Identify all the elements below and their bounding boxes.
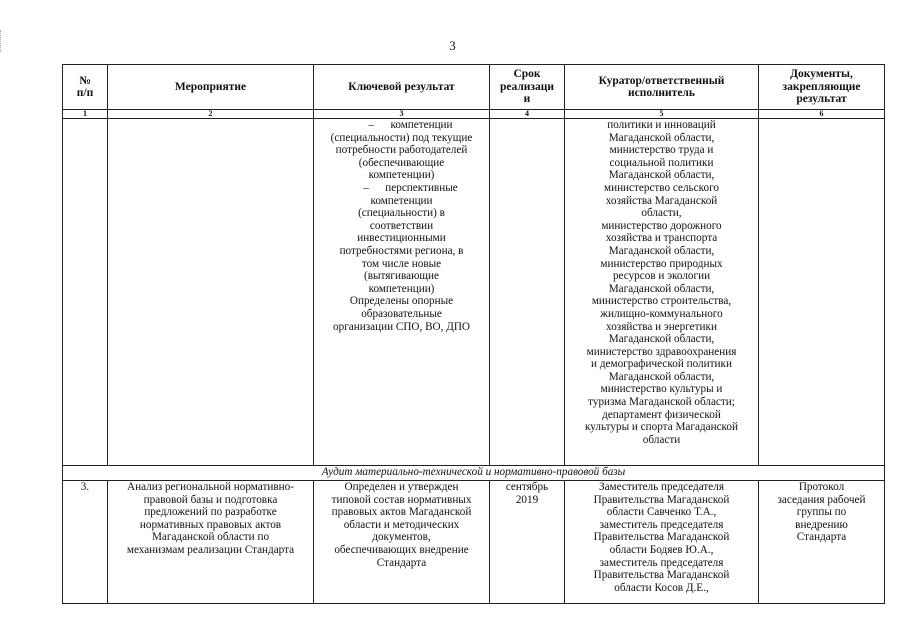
continued-term-cell [490, 119, 565, 466]
item-result-cell: Определен и утвержден типовой состав нормативных правовых актов Магаданской области и методических документов, обеспечивающих внедрение Стандарта [314, 481, 490, 604]
item-curator-cell: Заместитель председателя Правительства Магаданской области Савченко Т.А., заместитель председателя Правительства Магаданской области Бодяев Ю.А., заместитель председателя Правительства Магаданской области Косов Д.Е., [565, 481, 759, 604]
header-key-result: Ключевой результат [314, 65, 490, 110]
result-dash-line: – перспективные [363, 181, 458, 194]
item-event-cell: Анализ региональной нормативно- правовой базы и подготовка предложений по разработке нормативных правовых актов Магаданской области по механизмам реализации Стандарта [108, 481, 314, 604]
item-term-cell: сентябрь 2019 [490, 481, 565, 604]
header-curator: Куратор/ответственный исполнитель [565, 65, 759, 110]
continued-curator-cell: политики и инноваций Магаданской области, министерство труда и социальной политики Магаданской области, министерство сельского хозяйства Магаданской области, министерство дорожного хозяйства и транспорта Магаданской области, министерство природных ресурсов и экологии Магаданской области, министерство строительства, жилищно-коммунального хозяйства и энергетики Магаданской области, министерство здравоохранения и демографической политики Магаданской области, министерство культуры и туризма Магаданской области; департамент физической культуры и спорта Магаданской области [565, 119, 759, 466]
column-number: 2 [108, 110, 314, 119]
measures-table [62, 64, 885, 604]
continued-number-cell [63, 119, 108, 466]
column-number: 3 [314, 110, 490, 119]
column-numbers-row [63, 110, 885, 119]
section-row [63, 466, 885, 481]
continued-documents-cell [759, 119, 885, 466]
item-number: 3. [63, 481, 108, 604]
continued-result-cell: – компетенции (специальности) под текущие потребности работодателей (обеспечивающие компетенции) – перспективные компетенции (специальности) в соответствии инвестиционными потребностями региона, в том числе новые (вытягивающие компетенции) Определены опорные образовательные организации СПО, ВО, ДПО [314, 119, 490, 466]
header-term: Срок реализаци и [490, 65, 565, 110]
continued-event-cell [108, 119, 314, 466]
column-number: 1 [63, 110, 108, 119]
header-number: № п/п [63, 65, 108, 110]
header-event: Мероприятие [108, 65, 314, 110]
table-row-item-3 [63, 481, 885, 604]
column-number: 6 [759, 110, 885, 119]
column-number: 4 [490, 110, 565, 119]
column-number: 5 [565, 110, 759, 119]
header-documents: Документы, закрепляющие результат [759, 65, 885, 110]
result-dash-line: – компетенции [368, 119, 453, 131]
table-row-continued [63, 119, 885, 466]
section-title: Аудит материально-технической и нормативно-правовой базы [63, 466, 885, 481]
page-number: 3 [449, 38, 456, 53]
header-row [63, 65, 885, 110]
item-documents-cell: Протокол заседания рабочей группы по внедрению Стандарта [759, 481, 885, 604]
